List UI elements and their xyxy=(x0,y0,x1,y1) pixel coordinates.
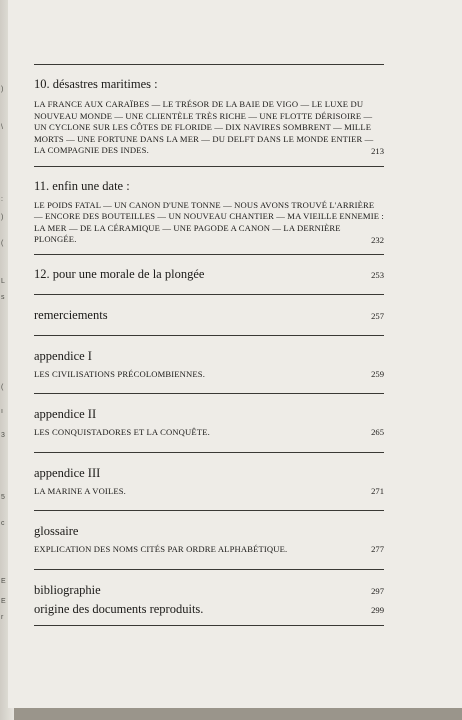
section-title: bibliographie xyxy=(34,582,101,597)
page-number: 277 xyxy=(371,544,384,554)
divider xyxy=(34,452,384,453)
chapter-title: 12. pour une morale de la plongée xyxy=(34,266,205,281)
divider xyxy=(34,625,384,626)
chapter-summary: LE POIDS FATAL — UN CANON D'UNE TONNE — NOUS AVONS TROUVÉ L'ARRIÈRE — ENCORE DES BOUTEILLES — UN NOUVEAU CHANTIER — MA VIEILLE ENNEMIE : LA MER — DE LA CÉRAMIQUE — UNE PAGODE A CANON — LA DERNIÈRE PLONGÉE. xyxy=(34,199,384,244)
section-summary: LES CIVILISATIONS PRÉCOLOMBIENNES. xyxy=(34,368,206,379)
toc-entry-origine xyxy=(34,602,384,617)
divider xyxy=(34,569,384,570)
toc-entry-appendice-3 xyxy=(34,466,384,498)
divider xyxy=(34,335,384,336)
toc-entry-12 xyxy=(34,267,384,282)
table-of-contents xyxy=(34,64,384,626)
section-title: glossaire xyxy=(34,524,79,538)
page-number: 299 xyxy=(371,604,384,615)
section-title: appendice I xyxy=(34,348,92,363)
toc-entry-glossaire xyxy=(34,524,384,556)
chapter-title: 11. enfin une date : xyxy=(34,178,130,193)
divider xyxy=(34,166,384,167)
section-summary: LA MARINE A VOILES. xyxy=(34,485,126,496)
section-summary: EXPLICATION DES NOMS CITÉS PAR ORDRE ALPHABÉTIQUE. xyxy=(34,544,288,554)
section-title: appendice III xyxy=(34,465,101,480)
page-number: 265 xyxy=(371,427,384,437)
page-number: 271 xyxy=(371,485,384,496)
toc-entry-appendice-1 xyxy=(34,349,384,381)
section-title: origine des documents reproduits. xyxy=(34,601,204,616)
page-number: 232 xyxy=(371,234,384,245)
chapter-title: 10. désastres maritimes : xyxy=(34,77,158,91)
page-number: 253 xyxy=(371,269,384,280)
toc-entry-11 xyxy=(34,179,384,245)
toc-entry-bibliographie xyxy=(34,583,384,598)
page-number: 259 xyxy=(371,368,384,379)
page-number: 257 xyxy=(371,310,384,321)
section-title: remerciements xyxy=(34,307,108,322)
divider xyxy=(34,510,384,511)
page-number: 297 xyxy=(371,585,384,596)
divider xyxy=(34,64,384,65)
toc-entry-appendice-2 xyxy=(34,407,384,439)
section-title: appendice II xyxy=(34,407,97,421)
divider xyxy=(34,254,384,255)
facing-page-edge: ) \ : ) ( L s ( ı 3 5 c E E r xyxy=(1,86,6,621)
chapter-summary: LA FRANCE AUX CARAÏBES — LE TRÉSOR DE LA BAIE DE VIGO — LE LUXE DU NOUVEAU MONDE — UNE CLIENTÈLE TRÈS RICHE — UNE FLOTTE DÉRISOIRE — UN CYCLONE SUR LES CÔTES DE FLORIDE — DIX NAVIRES SOMBRENT — MILLE MORTS — UNE FORTUNE DANS LA MER — DU DELFT DANS LE MONDE ENTIER — LA COMPAGNIE DES INDES. xyxy=(34,99,374,155)
toc-entry-10 xyxy=(34,77,384,156)
section-summary: LES CONQUISTADORES ET LA CONQUÊTE. xyxy=(34,427,210,437)
divider xyxy=(34,393,384,394)
toc-entry-remerciements xyxy=(34,308,384,323)
page-number: 213 xyxy=(371,145,384,156)
divider xyxy=(34,294,384,295)
